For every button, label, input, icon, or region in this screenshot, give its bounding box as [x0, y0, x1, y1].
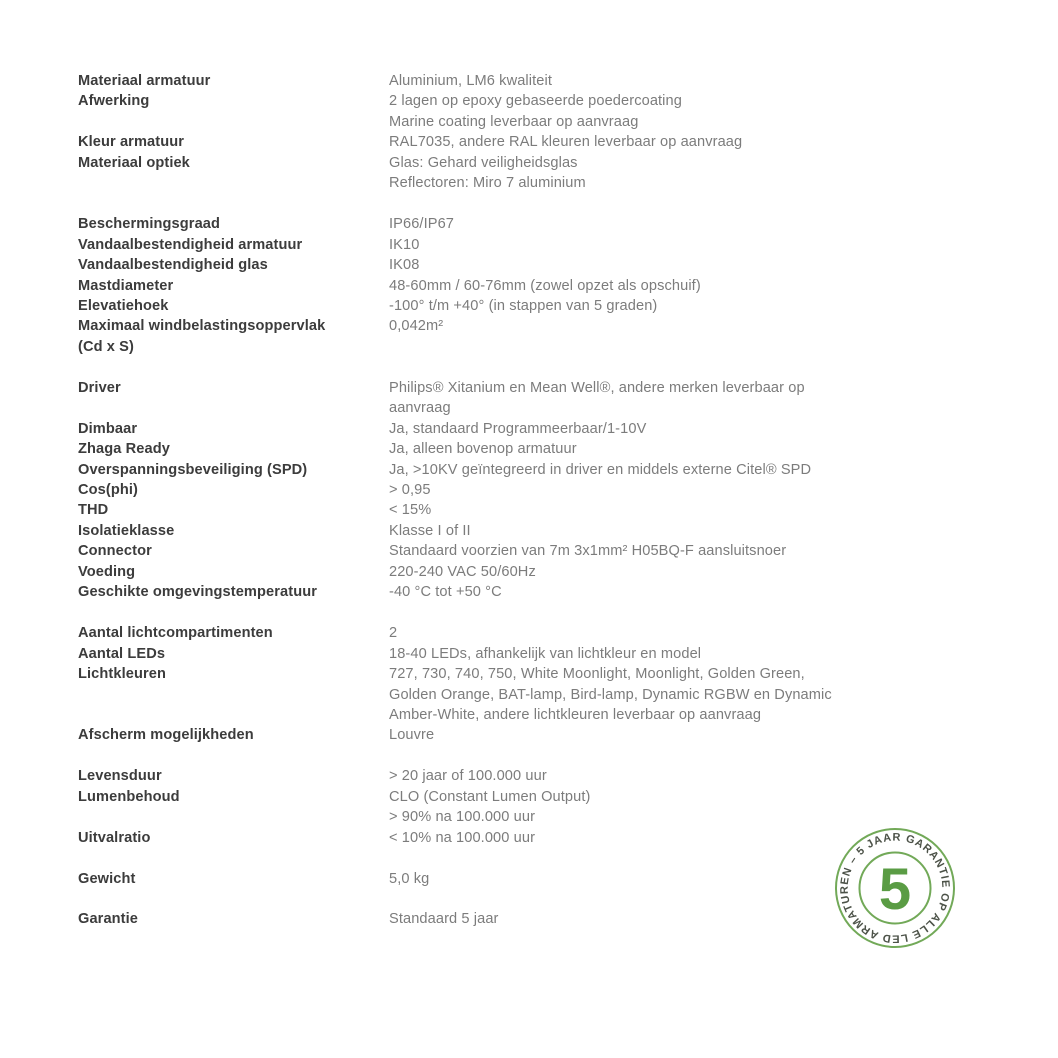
spec-row [78, 378, 978, 398]
spec-group [78, 623, 978, 746]
spec-row [78, 276, 978, 296]
spec-value: 220-240 VAC 50/60Hz [389, 563, 536, 580]
spec-label: Vandaalbestendigheid armatuur [78, 236, 303, 253]
spec-label: Lumenbehoud [78, 788, 180, 805]
spec-label: Beschermingsgraad [78, 216, 221, 233]
spec-row [78, 71, 978, 91]
spec-value: > 20 jaar of 100.000 uur [389, 768, 547, 785]
spec-label: Levensduur [78, 768, 162, 785]
spec-row [78, 460, 978, 480]
spec-row [78, 562, 978, 582]
spec-value: Glas: Gehard veiligheidsglas [389, 154, 578, 171]
spec-label: Lichtkleuren [78, 666, 166, 683]
spec-value: Ja, >10KV geïntegreerd in driver en middels externe Citel® SPD [389, 461, 812, 478]
spec-row [78, 766, 978, 786]
spec-label: Garantie [78, 911, 139, 928]
spec-label: Materiaal optiek [78, 154, 190, 171]
spec-row [78, 541, 978, 561]
warranty-badge [833, 826, 957, 950]
spec-value: > 90% na 100.000 uur [389, 809, 536, 826]
spec-row [78, 153, 978, 173]
spec-value: 2 lagen op epoxy gebaseerde poedercoating [389, 93, 682, 110]
spec-value: Aluminium, LM6 kwaliteit [389, 73, 552, 89]
spec-label: Voeding [78, 563, 136, 580]
spec-group [78, 71, 978, 194]
spec-row [78, 173, 978, 193]
spec-sheet [78, 71, 978, 950]
spec-row [78, 685, 978, 705]
spec-row [78, 725, 978, 745]
spec-value: Standaard voorzien van 7m 3x1mm² H05BQ-F aansluitsnoer [389, 543, 787, 560]
spec-value: Standaard 5 jaar [389, 911, 499, 928]
spec-value: -40 °C tot +50 °C [389, 584, 502, 601]
spec-row [78, 787, 978, 807]
spec-row [78, 235, 978, 255]
spec-value: 0,042m² [389, 318, 444, 335]
spec-row [78, 582, 978, 602]
spec-value: Klasse I of II [389, 522, 471, 539]
spec-label: Afwerking [78, 93, 150, 110]
spec-label: Mastdiameter [78, 277, 174, 294]
spec-row [78, 521, 978, 541]
spec-row [78, 255, 978, 275]
spec-group [78, 214, 978, 357]
spec-value: 2 [389, 625, 398, 642]
spec-value: 5,0 kg [389, 870, 430, 887]
spec-value: RAL7035, andere RAL kleuren leverbaar op aanvraag [389, 134, 743, 151]
spec-value: Ja, alleen bovenop armatuur [389, 441, 577, 458]
spec-row [78, 316, 978, 336]
warranty-badge-graphic [833, 826, 957, 950]
spec-label: Maximaal windbelastingsoppervlak [78, 318, 326, 335]
spec-value: IK08 [389, 257, 420, 274]
spec-label: Gewicht [78, 870, 136, 887]
spec-row [78, 500, 978, 520]
spec-row [78, 480, 978, 500]
spec-value: < 10% na 100.000 uur [389, 829, 536, 846]
spec-row [78, 439, 978, 459]
spec-row [78, 705, 978, 725]
spec-value: CLO (Constant Lumen Output) [389, 788, 591, 805]
spec-row [78, 337, 978, 357]
spec-label [78, 112, 389, 132]
spec-value: 727, 730, 740, 750, White Moonlight, Moonlight, Golden Green, [389, 666, 805, 683]
spec-label: THD [78, 502, 109, 519]
spec-row [78, 132, 978, 152]
spec-label [78, 807, 389, 827]
spec-value: Philips® Xitanium en Mean Well®, andere merken leverbaar op [389, 379, 805, 396]
spec-label: (Cd x S) [78, 338, 134, 355]
spec-value: aanvraag [389, 400, 451, 417]
spec-row [78, 214, 978, 234]
spec-label: Uitvalratio [78, 829, 151, 846]
spec-row [78, 623, 978, 643]
spec-value: Ja, standaard Programmeerbaar/1-10V [389, 420, 647, 437]
spec-label: Overspanningsbeveiliging (SPD) [78, 461, 308, 478]
spec-label: Elevatiehoek [78, 297, 169, 314]
spec-label: Connector [78, 543, 152, 560]
spec-label [78, 705, 389, 725]
badge-ring-text: – 5 JAAR GARANTIE OP ALLE LED ARMATUREN [838, 831, 952, 945]
spec-label: Afscherm mogelijkheden [78, 727, 254, 744]
spec-group [78, 378, 978, 603]
spec-value: -100° t/m +40° (in stappen van 5 graden) [389, 297, 658, 314]
spec-label: Isolatieklasse [78, 522, 175, 539]
spec-row [78, 296, 978, 316]
spec-label [78, 685, 389, 705]
spec-value: IK10 [389, 236, 420, 253]
spec-label [78, 173, 389, 193]
spec-label: Zhaga Ready [78, 441, 170, 458]
spec-label: Cos(phi) [78, 482, 138, 499]
spec-label: Aantal lichtcompartimenten [78, 625, 273, 642]
spec-label: Vandaalbestendigheid glas [78, 257, 268, 274]
spec-row [78, 644, 978, 664]
spec-value: Golden Orange, BAT-lamp, Bird-lamp, Dynamic RGBW en Dynamic [389, 686, 832, 703]
spec-row [78, 664, 978, 684]
spec-groups [78, 71, 978, 930]
spec-value: Amber-White, andere lichtkleuren leverbaar op aanvraag [389, 707, 762, 723]
spec-value: IP66/IP67 [389, 216, 454, 233]
spec-label: Driver [78, 379, 121, 396]
spec-value: 48-60mm / 60-76mm (zowel opzet als opschuif) [389, 277, 701, 294]
spec-value: Marine coating leverbaar op aanvraag [389, 113, 639, 130]
spec-value: < 15% [389, 502, 432, 519]
spec-row [78, 398, 978, 418]
spec-label: Aantal LEDs [78, 645, 166, 662]
spec-label: Kleur armatuur [78, 134, 185, 151]
spec-value: > 0,95 [389, 482, 431, 499]
spec-value: Louvre [389, 727, 435, 744]
spec-row [78, 91, 978, 111]
spec-label: Dimbaar [78, 420, 138, 437]
spec-row [78, 807, 978, 827]
badge-number: 5 [878, 857, 912, 922]
spec-label: Materiaal armatuur [78, 73, 211, 89]
spec-value: Reflectoren: Miro 7 aluminium [389, 175, 586, 192]
spec-row [78, 112, 978, 132]
spec-row [78, 419, 978, 439]
spec-label: Geschikte omgevingstemperatuur [78, 584, 318, 601]
spec-label [78, 398, 389, 418]
spec-value: 18-40 LEDs, afhankelijk van lichtkleur en model [389, 645, 702, 662]
